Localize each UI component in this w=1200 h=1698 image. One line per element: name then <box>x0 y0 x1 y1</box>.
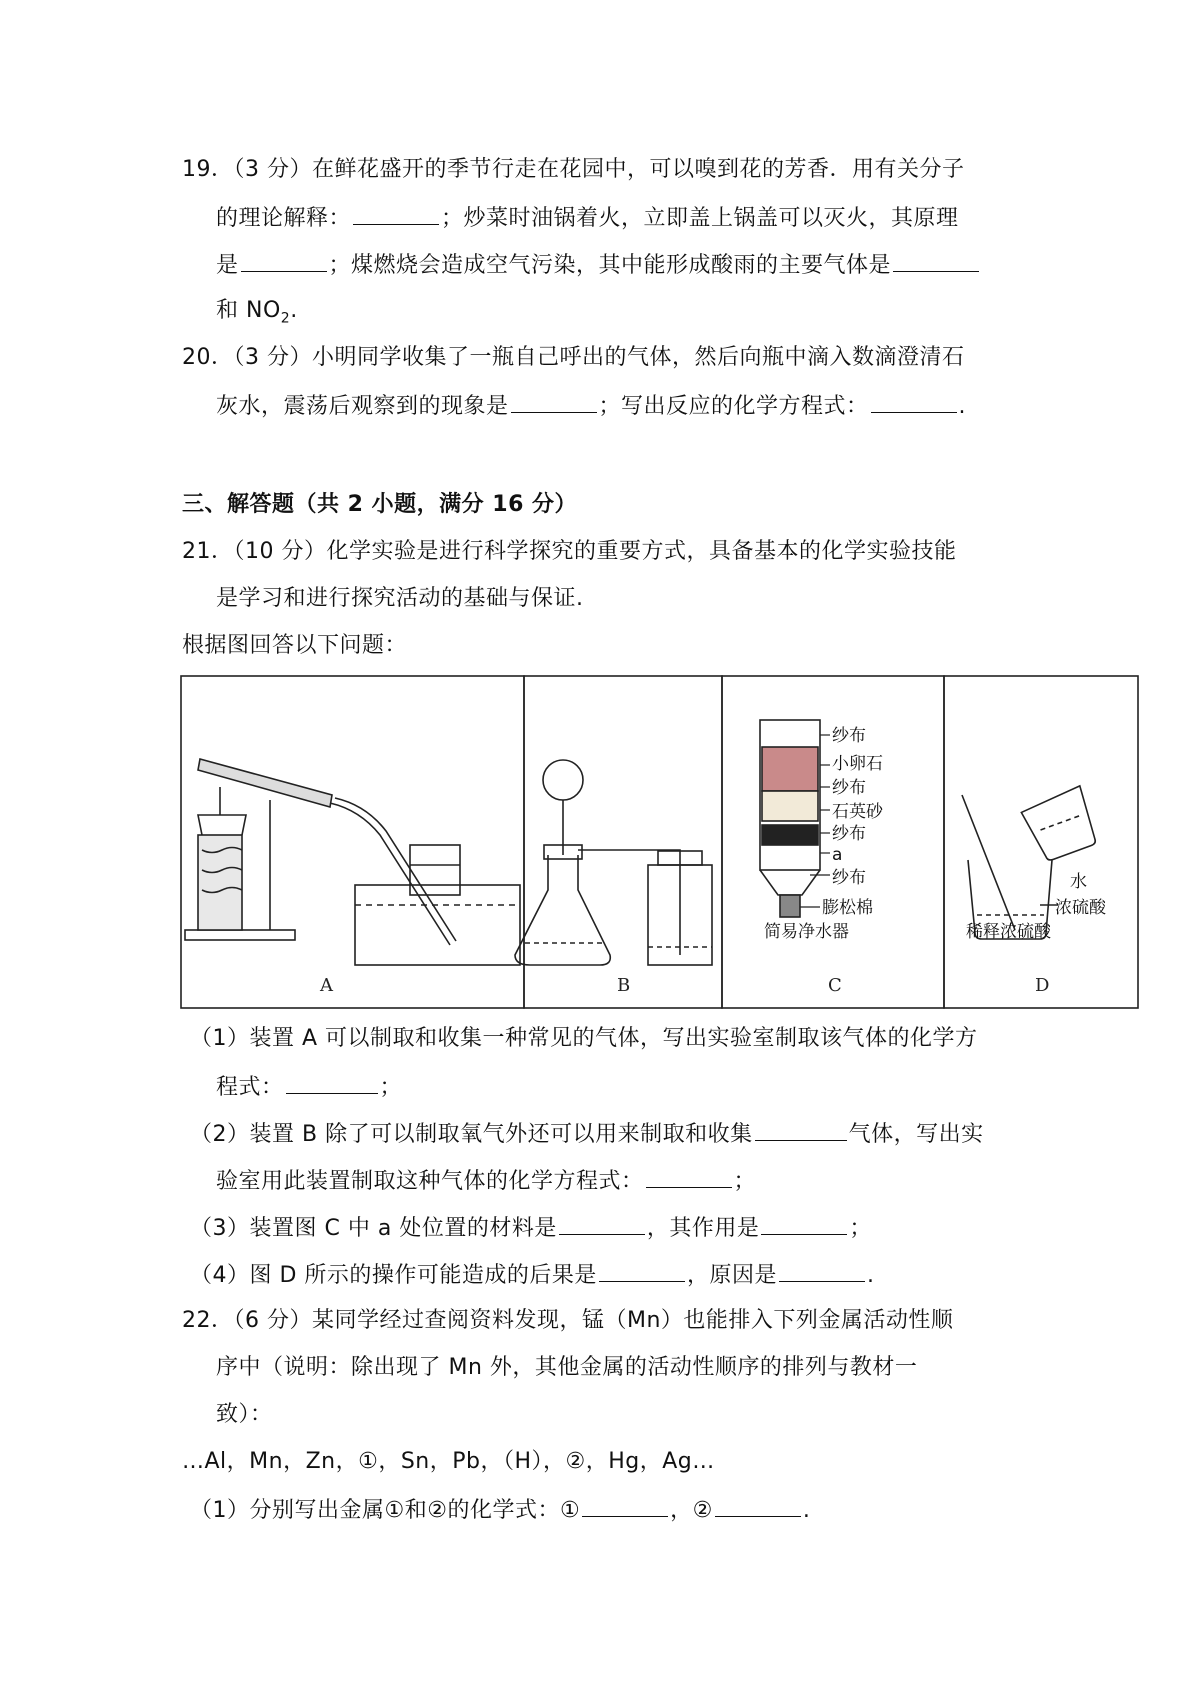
q19-line-2 <box>216 202 959 234</box>
panel-label-c: C <box>828 975 842 996</box>
q19-text: 和 NO <box>216 298 281 323</box>
q21-text: 气体，写出实 <box>848 1122 984 1147</box>
q20-line-2 <box>216 390 966 422</box>
q19-line-4 <box>216 296 298 333</box>
c-label: 纱布 <box>832 824 866 844</box>
answer-blank[interactable] <box>646 1165 732 1188</box>
q21-line-3: 根据图回答以下问题： <box>182 633 408 658</box>
c-label: 纱布 <box>832 868 866 888</box>
c-label: 石英砂 <box>832 802 883 822</box>
q19-text: 的理论解释： <box>216 206 352 231</box>
answer-blank[interactable] <box>761 1212 847 1235</box>
apparatus-c <box>760 720 820 917</box>
q21-text: ，原因是 <box>686 1263 777 1288</box>
q21-text: ； <box>849 1216 872 1241</box>
panel-d-frame <box>944 676 1138 1008</box>
section-heading: 三、解答题（共 2 小题，满分 16 分） <box>182 492 578 517</box>
q21-p2-line-2 <box>216 1165 756 1197</box>
q21-text: （3）装置图 C 中 a 处位置的材料是 <box>190 1216 557 1241</box>
q21-p4 <box>190 1259 874 1291</box>
q22-p1 <box>190 1494 810 1526</box>
answer-blank[interactable] <box>893 249 979 272</box>
q22-line-3: 致）： <box>216 1402 273 1427</box>
q20-text: ；写出反应的化学方程式： <box>598 394 869 419</box>
q20-text: 灰水，震荡后观察到的现象是 <box>216 394 509 419</box>
c-label: 纱布 <box>832 778 866 798</box>
answer-blank[interactable] <box>286 1071 378 1094</box>
q21-text: （2）装置 B 除了可以制取氧气外还可以用来制取和收集 <box>190 1122 753 1147</box>
q21-line-2: 是学习和进行探究活动的基础与保证. <box>216 586 584 611</box>
answer-blank[interactable] <box>871 390 957 413</box>
answer-blank[interactable] <box>779 1259 865 1282</box>
q22-line-2: 序中（说明：除出现了 Mn 外，其他金属的活动性顺序的排列与教材一 <box>216 1355 918 1380</box>
q19-line-3 <box>216 249 981 281</box>
q21-text: 验室用此装置制取这种气体的化学方程式： <box>216 1169 644 1194</box>
c-label: a <box>832 845 843 865</box>
q19-text: 是 <box>216 253 239 278</box>
q20-text: . <box>958 394 967 419</box>
apparatus-a <box>185 759 520 965</box>
q22-line-1: 22．（6 分）某同学经过查阅资料发现，锰（Mn）也能排入下列金属活动性顺 <box>182 1308 954 1333</box>
q21-text: （4）图 D 所示的操作可能造成的后果是 <box>190 1263 597 1288</box>
q21-p1-line-1: （1）装置 A 可以制取和收集一种常见的气体，写出实验室制取该气体的化学方 <box>190 1026 978 1051</box>
panel-label-b: B <box>617 975 631 996</box>
c-label: 小卵石 <box>832 754 883 774</box>
q21-line-1: 21．（10 分）化学实验是进行科学探究的重要方式，具备基本的化学实验技能 <box>182 539 957 564</box>
q22-text: . <box>802 1498 811 1523</box>
c-label: 膨松棉 <box>822 898 873 918</box>
q21-p2-line-1 <box>190 1118 984 1150</box>
q22-metal-series: …Al，Mn，Zn，①，Sn，Pb，（H），②，Hg，Ag… <box>182 1449 715 1474</box>
q19-line-1: 19．（3 分）在鲜花盛开的季节行走在花园中，可以嗅到花的芳香．用有关分子 <box>182 157 965 182</box>
q21-p1-line-2 <box>216 1071 402 1103</box>
q21-text: ； <box>733 1169 757 1194</box>
answer-blank[interactable] <box>559 1212 645 1235</box>
c-caption: 简易净水器 <box>764 922 849 942</box>
d-caption: 稀释浓硫酸 <box>966 922 1051 942</box>
q21-text: . <box>866 1263 875 1288</box>
answer-blank[interactable] <box>582 1494 668 1517</box>
answer-blank[interactable] <box>755 1118 847 1141</box>
c-label: 纱布 <box>832 726 866 746</box>
subscript: 2 <box>280 310 291 327</box>
q19-text: ；煤燃烧会造成空气污染，其中能形成酸雨的主要气体是 <box>328 253 892 278</box>
answer-blank[interactable] <box>599 1259 685 1282</box>
experiment-figure <box>180 675 1140 1010</box>
q19-text: ；炒菜时油锅着火，立即盖上锅盖可以灭火，其原理 <box>441 206 959 231</box>
answer-blank[interactable] <box>511 390 597 413</box>
q21-text: ，其作用是 <box>646 1216 760 1241</box>
q19-text: . <box>290 298 298 323</box>
d-label-water: 水 <box>1070 872 1087 892</box>
q21-text: 程式： <box>216 1075 284 1100</box>
q22-text: （1）分别写出金属①和②的化学式：① <box>190 1498 581 1523</box>
apparatus-b <box>515 760 712 965</box>
q21-p3 <box>190 1212 872 1244</box>
answer-blank[interactable] <box>241 249 327 272</box>
q22-text: ，② <box>670 1498 713 1523</box>
answer-blank[interactable] <box>353 202 439 225</box>
panel-b-frame <box>524 676 722 1008</box>
d-label-acid: 浓硫酸 <box>1055 898 1106 918</box>
q20-line-1: 20．（3 分）小明同学收集了一瓶自己呼出的气体，然后向瓶中滴入数滴澄清石 <box>182 345 965 370</box>
panel-label-d: D <box>1035 975 1050 996</box>
panel-label-a: A <box>320 975 333 996</box>
answer-blank[interactable] <box>715 1494 801 1517</box>
q21-text: ； <box>379 1075 403 1100</box>
